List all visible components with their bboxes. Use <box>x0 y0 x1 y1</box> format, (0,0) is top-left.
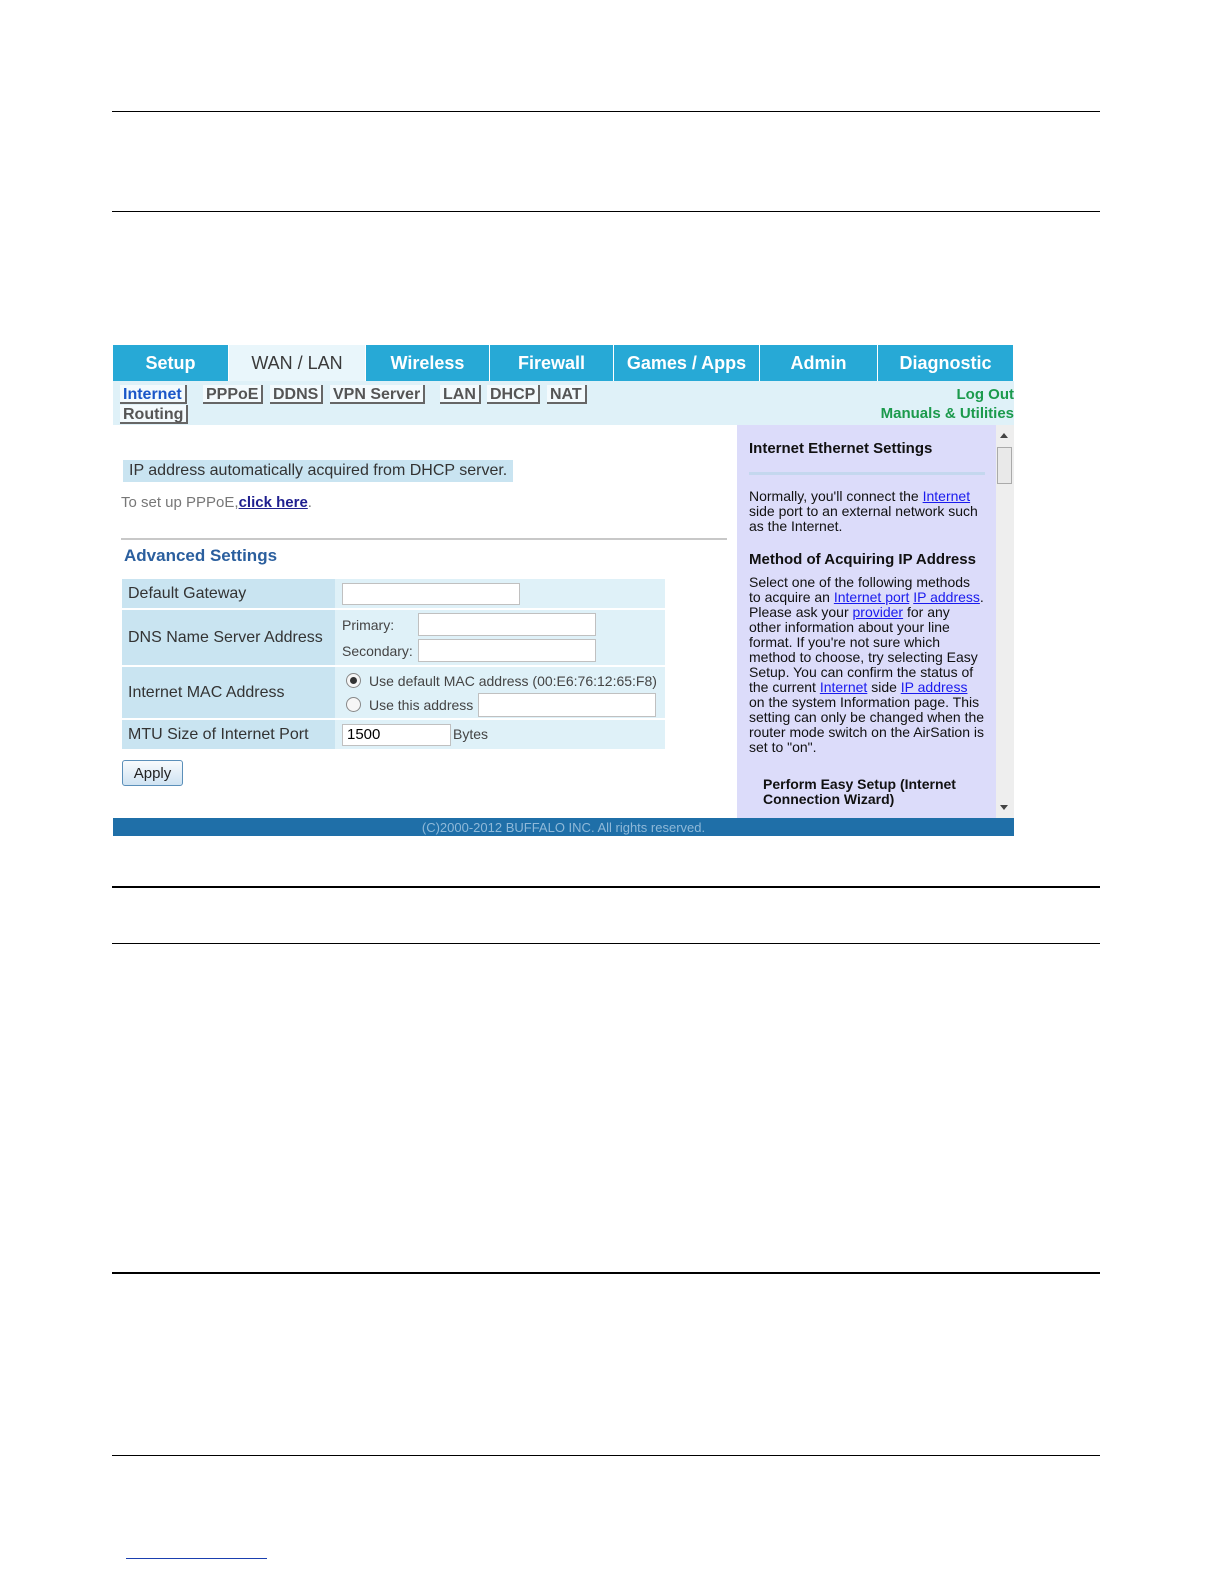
router-admin-screenshot <box>113 345 1014 836</box>
page-rule <box>112 886 1100 888</box>
help-paragraph-1 <box>749 489 985 534</box>
dns-label: DNS Name Server Address <box>122 610 335 665</box>
mac-custom-label: Use this address <box>369 696 474 713</box>
help-separator <box>749 472 985 475</box>
dns-secondary-row <box>342 638 665 664</box>
mac-custom-row <box>342 693 665 717</box>
manuals-utilities-link[interactable]: Manuals & Utilities <box>880 405 1014 422</box>
tab-wireless[interactable]: Wireless <box>366 345 490 381</box>
tab-admin[interactable]: Admin <box>760 345 878 381</box>
help-text: for any other information about your line format. If you're not sure which method to choose, try selecting Easy Setup. You can confirm the status of the current <box>749 604 978 695</box>
mtu-cell <box>335 720 665 749</box>
connection-status: IP address automatically acquired from DHCP server. <box>123 460 513 482</box>
row-mtu <box>122 720 665 749</box>
row-mac <box>122 667 665 718</box>
pppoe-hint-text: To set up PPPoE, <box>121 494 239 511</box>
help-scrollbar[interactable] <box>996 425 1014 818</box>
pppoe-hint-period: . <box>307 494 312 511</box>
help-internet-link-2[interactable]: Internet <box>819 679 868 695</box>
subtab-ddns[interactable]: DDNS <box>270 385 323 404</box>
help-paragraph-2 <box>749 575 985 755</box>
help-text: on the system Information page. This setting can only be changed when the router mode switch on the AirSation is set to "on". <box>749 694 985 755</box>
mac-custom-radio[interactable] <box>346 697 361 712</box>
page-footer-line <box>126 1558 267 1559</box>
help-ip-address-link[interactable]: IP address <box>913 589 980 605</box>
mac-cell <box>335 667 665 718</box>
row-default-gateway <box>122 579 665 608</box>
scroll-thumb[interactable] <box>997 447 1012 484</box>
page-rule <box>112 1272 1100 1274</box>
tab-setup[interactable]: Setup <box>113 345 229 381</box>
help-panel <box>737 425 996 818</box>
help-text: Select one of the following methods to acquire an <box>749 574 971 605</box>
main-nav <box>113 345 1013 381</box>
help-text: side port to an external network such as the Internet. <box>749 503 978 534</box>
subtab-vpn-server[interactable]: VPN Server <box>330 385 425 404</box>
help-internet-link[interactable]: Internet <box>922 488 971 504</box>
page-rule <box>112 211 1100 212</box>
subtab-internet[interactable]: Internet <box>120 385 187 404</box>
subtab-pppoe[interactable]: PPPoE <box>203 385 263 404</box>
advanced-settings-form <box>122 577 665 751</box>
tab-diagnostic[interactable]: Diagnostic <box>878 345 1013 381</box>
copyright-footer: (C)2000-2012 BUFFALO INC. All rights reserved. <box>113 818 1014 836</box>
dns-primary-label: Primary: <box>342 616 395 633</box>
mac-label: Internet MAC Address <box>122 667 335 718</box>
tab-firewall[interactable]: Firewall <box>490 345 614 381</box>
help-text: side <box>867 679 901 695</box>
mtu-unit: Bytes <box>453 726 489 742</box>
default-gateway-label: Default Gateway <box>122 579 335 608</box>
mac-default-radio[interactable] <box>346 673 361 688</box>
logout-link[interactable]: Log Out <box>956 386 1014 403</box>
help-text: Normally, you'll connect the <box>749 488 923 504</box>
tab-wan-lan[interactable]: WAN / LAN <box>229 345 366 381</box>
help-easy-setup-heading: Perform Easy Setup (Internet Connection Wizard) <box>763 776 956 807</box>
pppoe-click-here-link[interactable]: click here <box>238 494 308 511</box>
dns-primary-input[interactable] <box>418 613 596 636</box>
help-ip-address-link-2[interactable]: IP address <box>900 679 968 695</box>
subtab-lan[interactable]: LAN <box>440 385 481 404</box>
mac-default-row <box>342 669 665 693</box>
dns-secondary-input[interactable] <box>418 639 596 662</box>
subtab-routing[interactable]: Routing <box>120 405 188 424</box>
help-title: Internet Ethernet Settings <box>749 440 933 457</box>
default-gateway-cell <box>335 579 665 608</box>
section-divider <box>121 538 727 540</box>
dns-cell <box>335 610 665 665</box>
pppoe-hint <box>121 494 312 511</box>
subtab-nat[interactable]: NAT <box>547 385 587 404</box>
subtab-dhcp[interactable]: DHCP <box>487 385 540 404</box>
mac-default-label: Use default MAC address (00:E6:76:12:65:F8) <box>369 672 657 689</box>
help-text: . Please ask your <box>749 589 984 620</box>
default-gateway-input[interactable] <box>342 583 520 605</box>
help-content <box>749 441 985 807</box>
mtu-label: MTU Size of Internet Port <box>122 720 335 749</box>
page-rule <box>112 943 1100 944</box>
scroll-down-icon[interactable] <box>1000 805 1008 810</box>
help-method-title: Method of Acquiring IP Address <box>749 551 976 568</box>
tab-games-apps[interactable]: Games / Apps <box>614 345 760 381</box>
page-rule-top <box>112 111 1100 112</box>
help-provider-link[interactable]: provider <box>852 604 904 620</box>
dns-secondary-label: Secondary: <box>342 642 413 659</box>
dns-primary-row <box>342 612 665 638</box>
mtu-input[interactable] <box>342 724 451 746</box>
settings-panel <box>113 425 737 818</box>
row-dns <box>122 610 665 665</box>
advanced-settings-title: Advanced Settings <box>124 546 278 565</box>
page-rule-bottom <box>112 1455 1100 1456</box>
mac-custom-input[interactable] <box>478 693 656 717</box>
help-internet-port-link[interactable]: Internet port <box>833 589 910 605</box>
apply-button[interactable]: Apply <box>122 760 183 786</box>
sub-nav <box>113 381 1014 425</box>
scroll-up-icon[interactable] <box>1000 433 1008 438</box>
